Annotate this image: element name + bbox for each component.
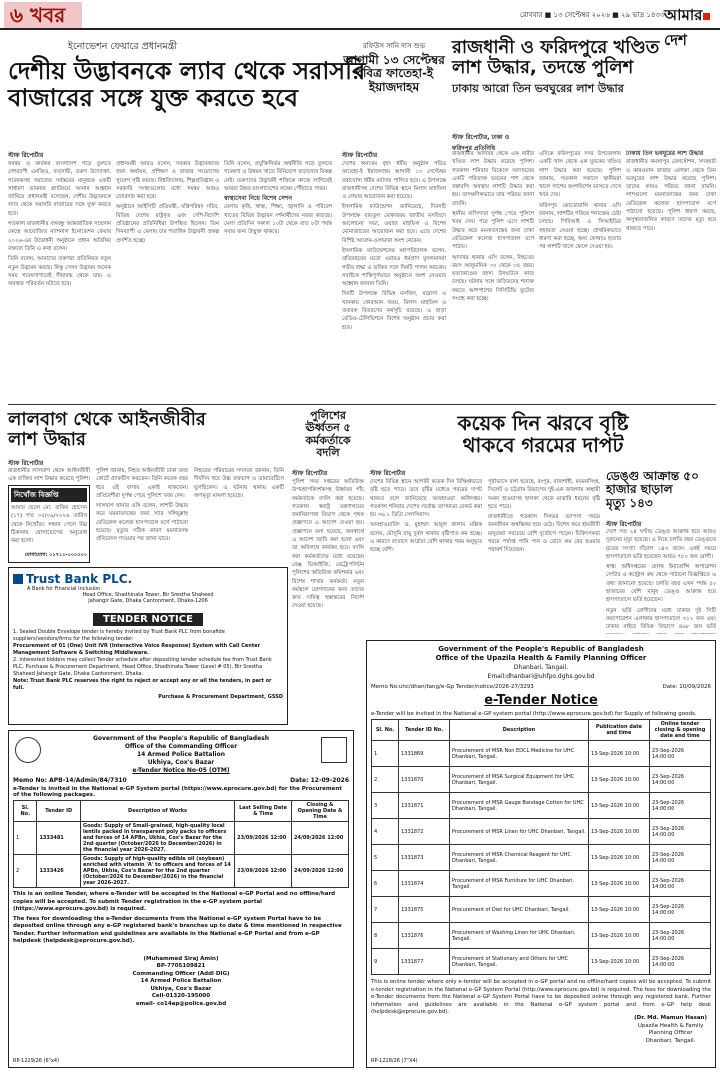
unit-name: 14 Armed Police Battalion xyxy=(136,751,225,758)
table-row: 6 1331874 Procurement of MSR Furniture for UHC Dhanbari, Tangail. 13-Sep-2026 10:00 23-Sep-2026 14:00:00 xyxy=(372,871,711,897)
story-body-col3: ঢাকায় তিন ভবঘুরের লাশ উদ্ধার রাজধানীর কমলাপুর রেলস্টেশন, সদরঘাট ও কারওয়ান বাজার এলাকা থেকে তিন ভবঘুরের লাশ উদ্ধার করেছে পুলিশ। তাদের কারও পরিচয় জানা যায়নি। লাশগুলো ময়নাতদন্তের জন্য ঢাকা মেডিকেল কলেজ হাসপাতাল মর্গে পাঠানো হয়েছে। পুলিশ ধারণা করছে, অসুস্থতাজনিত কারণে তাদের মৃত্যু হয়ে থাকতে পারে। xyxy=(626,150,716,232)
story-innovation xyxy=(8,40,366,112)
trust-bank-tender xyxy=(8,567,288,725)
tender-footer1: This is an online Tender, where e-Tender will be accepted in the National e-GP Portal and no offline/hard copies will be accepted. To submit Tender registration in the e-GP system portal (https://www.eprocure.gov.bd) is required. xyxy=(13,891,336,912)
tender-title: TENDER NOTICE xyxy=(93,613,203,626)
tender-table: Sl. No. Tender ID Description of Works Last Selling Date & Time Closing & Opening Date & Time 1 1333481 Goods: Supply of Small-grained, high-quality local lentils packed in transparent poly packs to officers and forces of 14 APBn, Ukhia, Cox's Bazar for the 2nd quarter (October/2026 to December/2026) in the financial year 2026-2027. 23/09/2026 12:00 24/09/2026 12:00 2 1333426 Goods: Supply of high-quality edible oil (soybean) enriched with vitamin 'A' to officers and forces of 14 APBn, Ukhia, Cox's Bazar for the 2nd quarter (October/2026 to December/2026) in the financial year 2026-2027. 23/09/2026 12:00 24/09/2026 12:00 xyxy=(13,800,349,888)
apbn-tender-notice xyxy=(8,730,354,1068)
table-row: 7 1331875 Procurement of Diet for UHC Dhanbari, Tangail. 13-Sep-2026 10:00 23-Sep-2026 14:00:00 xyxy=(372,897,711,923)
gov-name: Government of the People's Republic of Bangladesh xyxy=(438,645,644,653)
story-body: পুলিশ সদর দপ্তরের অতিরিক্ত উপমহাপরিদর্শকসহ ঊর্ধ্বতন পাঁচ কর্মকর্তাকে বদলি করা হয়েছে। গতকাল স্বরাষ্ট্র মন্ত্রণালয়ের জননিরাপত্তা বিভাগ থেকে পৃথক প্রজ্ঞাপনে এ আদেশ দেওয়া হয়। প্রজ্ঞাপনে বলা হয়েছে, জনস্বার্থে এ আদেশ জারি করা হলো এবং তা অবিলম্বে কার্যকর হবে। বদলি করা কর্মকর্তাদের মধ্যে রয়েছেন রেঞ্জ ডিআইজি, মেট্রোপলিটন পুলিশের অতিরিক্ত কমিশনার এবং বিশেষ শাখার কর্মকর্তা। নতুন কর্মস্থলে যোগদানের জন্য তাদের দ্রুত দায়িত্ব হস্তান্তরের নির্দেশ দেওয়া হয়েছে। xyxy=(292,479,364,610)
signature-block: (Dr. Md. Mamun Hasan) Upazila Health & Family Planning Officer Dhanbari, Tangail. xyxy=(634,1001,707,1045)
byline: স্টাফ রিপোর্টার xyxy=(8,460,44,467)
byline: স্টাফ রিপোর্টার xyxy=(606,521,642,528)
story-kicker: ইনোভেশন ফেয়ারে প্রধানমন্ত্রী xyxy=(68,41,178,52)
signature-block: (Muhammed Siraj Amin) BP-7705109821 Commanding Officer (Addl DIG) 14 Armed Police Battalion Ukhiya, Cox's Bazar Cell-01320-195000 email- co14ap@police.gov.bd xyxy=(132,955,230,1007)
tender-dept: Purchase & Procurement Department, GSSD xyxy=(158,694,283,700)
bank-address1: Head Office, Shadhinata Tower, Bir Srestha Shaheed xyxy=(82,592,214,598)
tender-body: 1. Sealed Double Envelope tender is hereby invited by Trust Bank PLC from bonafide suppliers/vendors/firms for the following tender: Procurement of 01 (One) Unit IVR (Interactive Voice Response) System with Call Center Management Software & Switching Middleware. 2. Interested bidders may collect Tender schedule after depositing tender schedule fee from Trust Bank PLC, Purchase & Procurement Department, Head Office, Shadhinata Tower (Level # 05), Bir Srestha Shaheed Jahangir Gate, Dhaka Cantonment, Dhaka. Note: Trust Bank PLC reserves the right to reject or accept any or all the tenders, in part or full. xyxy=(13,629,272,691)
byline: স্টাফ রিপোর্টার xyxy=(370,470,406,477)
memo-number: Memo No:uhc/dhan/tang/e-Gp Tender/notice/2026-27/3293 xyxy=(371,684,534,690)
story-body-col3: নিহতের পরিবারের সদস্যরা জানান, তিনি দীর্ঘদিন ধরে উচ্চ রক্তচাপ ও ডায়াবেটিসে ভুগছিলেন। এ ঘটনায় থানায় একটি অপমৃত্যু মামলা হয়েছে। xyxy=(194,468,284,499)
table-row: 1 1331869 Procurement of MSR Non EDCL Medicine for UHC Dhanbari, Tangail. 13-Sep-2026 10:00 23-Sep-2026 14:00:00 xyxy=(372,741,711,767)
story-body-col2: পূর্বাভাসে বলা হয়েছে, রংপুর, রাজশাহী, ময়মনসিংহ, সিলেট ও চট্টগ্রাম বিভাগের দুই-এক জায়গায় অস্থায়ী দমকা হাওয়াসহ হালকা থেকে মাঝারি ধরনের বৃষ্টি হতে পারে। রাজধানীতে গতকাল দিনভর ভ্যাপসা গরমে জনজীবন অস্বস্তিকর হয়ে ওঠে। বিশেষ করে শ্রমজীবী মানুষেরা সবচেয়ে বেশি দুর্ভোগে পড়েন। চিকিৎসকরা গরমে পর্যাপ্ত পানি পান ও রোদে কম বের হওয়ার পরামর্শ দিয়েছেন। xyxy=(488,479,600,554)
notice-number: e-Tender Notice No-05 (OTM) xyxy=(132,767,230,774)
table-row: 2 1333426 Goods: Supply of high-quality edible oil (soybean) enriched with vitamin 'A' to officers and forces of 14 APBn, Ukhia, Cox's Bazar for the 2nd quarter (October/2026 to December/2026) in the financial year 2026-2027. 23/09/2026 12:00 24/09/2026 12:00 xyxy=(14,855,349,888)
story-headline: রাজধানী ও ফরিদপুরে খণ্ডিত xyxy=(452,37,660,58)
story-fateha: রফিউস সানি দাস শুভ আগামী ১৩ সেপ্টেম্বর পবিত্র ফাতেহা-ই ইয়াজদাহম xyxy=(343,42,445,94)
table-row: 1 1333481 Goods: Supply of Small-grained, high-quality local lentils packed in transparent poly packs to officers and forces of 14 APBn, Ukhia, Cox's Bazar for the 2nd quarter (October/2026 to December/2026) in the financial year 2026-2027. 23/09/2026 12:00 24/09/2026 12:00 xyxy=(14,822,349,855)
place-name: Ukhiya, Cox's Bazar xyxy=(147,759,215,766)
table-row: 2 1331870 Procurement of MSR Surgical Equipment for UHC Dhanbari, Tangail. 13-Sep-2026 10:00 23-Sep-2026 14:00:00 xyxy=(372,767,711,793)
rp-code: RP-1229/26 (6"x4) xyxy=(13,1058,60,1064)
story-subhead: স্বাস্থ্যসেবা নিয়ে বিশেষ সেশন xyxy=(224,195,292,203)
story-body-col2: পুলিশ জানায়, নিহত আইনজীবী ঢাকা জজ কোর্টে প্র্যাকটিস করতেন। তিনি কয়েক বছর ধরে ওই বাসায় একাই থাকতেন। প্রতিবেশীরা দুর্গন্ধ পেয়ে পুলিশে খবর দেন। লালবাগ থানার ওসি বলেন, লাশটি উদ্ধার করে ময়নাতদন্তের জন্য স্যার সলিমুল্লাহ মেডিকেল কলেজ হাসপাতাল মর্গে পাঠানো হয়েছে। মৃত্যুর সঠিক কারণ ময়নাতদন্ত প্রতিবেদন পাওয়ার পর জানা যাবে। xyxy=(96,468,188,543)
signature-scribble-icon xyxy=(634,1001,707,1015)
story-body: দেশের অন্যতম বৃহৎ ধর্মীয় অনুষ্ঠান পবিত্র ফাতেহা-ই ইয়াজদাহম আগামী ১৩ সেপ্টেম্বর যথাযোগ্য ধর্মীয় মর্যাদায় পালিত হবে। এ উপলক্ষে রাজধানীসহ দেশের বিভিন্ন স্থানে মিলাদ মাহফিল ও দোয়ার আয়োজন করা হয়েছে। ইসলামিক ফাউন্ডেশন জানিয়েছে, দিবসটি উপলক্ষে বায়তুল মোকাররম জাতীয় মসজিদে আলোচনা সভা, ওয়াজ মাহফিল ও বিশেষ মোনাজাতের আয়োজন করা হবে। এতে দেশের বিশিষ্ট আলেম-ওলামারা অংশ নেবেন। ইসলামিক ফাউন্ডেশনের মহাপরিচালক বলেন, প্রতিবছরের মতো এবারও ধর্মপ্রাণ মুসলমানরা গভীর শ্রদ্ধা ও ভক্তির সঙ্গে দিনটি পালন করবেন। সবাইকে শান্তিপূর্ণভাবে অনুষ্ঠানে অংশ নেওয়ার আহ্বান জানান তিনি। দিনটি উপলক্ষে বিভিন্ন মসজিদ, মাদ্রাসা ও খানকায় কোরআন খতম, মিলাদ মাহফিল ও তবারক বিতরণের কর্মসূচি রয়েছে। এ ছাড়া রেডিও-টেলিভিশনে বিশেষ অনুষ্ঠান প্রচার করা হবে। xyxy=(342,161,446,331)
story-body-col1: রাজধানীর আদাবর থেকে এক নারীর খণ্ডিত লাশ উদ্ধার করেছে পুলিশ। গতকাল শনিবার বিকেলে আদাবরের একটি পরিত্যক্ত ভবনের পাশ থেকে বস্তাবন্দি অবস্থায় লাশটি উদ্ধার করা হয়। তাৎক্ষণিকভাবে তার পরিচয় জানা যায়নি। স্থানীয় বাসিন্দারা দুর্গন্ধ পেয়ে পুলিশে খবর দেন। পরে পুলিশ এসে লাশটি উদ্ধার করে ময়নাতদন্তের জন্য ঢাকা মেডিকেল কলেজ হাসপাতাল মর্গে পাঠায়। আদাবর থানার ওসি বলেন, নিহতের বয়স আনুমানিক ৩০ থেকে ৩৫ বছর। হত্যাকাণ্ডের রহস্য উদঘাটনে কাজ চলছে। ঘটনার সঙ্গে জড়িতদের শনাক্ত করতে আশপাশের সিসিটিভি ফুটেজ সংগ্রহ করা হচ্ছে। xyxy=(452,151,534,303)
story-subhead: ঢাকায় আরো তিন ভবঘুরের লাশ উদ্ধার xyxy=(452,82,624,96)
header-date: রোববার ■ ১৩ সেপ্টেম্বর ২০২৬ ■ ২৯ ভাদ্র ১৪৩৩ xyxy=(520,11,665,19)
notice-body: আমার ছেলে মো. রাকিব হোসেন (১৭) গত ০৫/০৯/২০২৬ তারিখ থেকে নিখোঁজ। সন্ধান পেলে নিম্ন ঠিকানায় যোগাযোগের অনুরোধ করা হলো। xyxy=(11,505,87,545)
gov-seal-icon xyxy=(15,737,41,763)
byline: স্টাফ রিপোর্টার xyxy=(8,152,44,159)
notice-date: Date: 10/09/2026 xyxy=(662,684,711,690)
bank-tagline: A Bank for Financial Inclusion xyxy=(27,586,101,592)
newspaper-logo: আমারদেশ xyxy=(664,4,720,54)
table-row: 9 1331877 Procurement of Stationary and Others for UHC Dhanbari, Tangail. 13-Sep-2026 10:00 23-Sep-2026 14:00:00 xyxy=(372,949,711,975)
story-body-parts: রাজধানী ও ফরিদপুরে খণ্ডিত লাশ উদ্ধার, তদন্তে পুলিশ ঢাকায় আরো তিন ভবঘুরের লাশ উদ্ধার xyxy=(452,38,716,99)
notice-date: Date: 12-09-2026 xyxy=(290,777,349,784)
tender-footer2: The fees for downloading the e-Tender documents from the National e-GP system Portal have to be deposited online through any e-GP registered bank's branches up to date & time mentioned in respective Tender. Further information and guidelines are available in the National e-GP Portal and from e-GP helpdesk (helpdesk@eprocure.gov.bd). xyxy=(13,915,342,944)
page-number-label: ৬ খবর xyxy=(4,2,82,28)
story-body-col1: দেশের বিভিন্ন স্থানে আগামী কয়েক দিন বিক্ষিপ্তভাবে বৃষ্টি হতে পারে। তবে বৃষ্টির মধ্যেও গরমের দাপট থাকবে বলে জানিয়েছে আবহাওয়া অধিদপ্তর। গতকাল শনিবার দেশের সর্বোচ্চ তাপমাত্রা রেকর্ড করা হয় ৩৬.২ ডিগ্রি সেলসিয়াস। আবহাওয়াবিদ ড. মুহাম্মদ আবুল কালাম মল্লিক বলেন, মৌসুমি বায়ু দুর্বল থাকায় বৃষ্টিপাত কম হচ্ছে। এ কারণে বাতাসে আর্দ্রতা বেশি থাকায় গরম অনুভূত হচ্ছে বেশি। xyxy=(370,479,482,554)
table-row: 3 1331871 Procurement of MSR Gauge Bandage Cotton for UHC Dhanbari, Tangail. 13-Sep-2026 10:00 23-Sep-2026 14:00:00 xyxy=(372,793,711,819)
table-row: 8 1331876 Procurement of Washing Linen for UHC Dhanbari, Tangail. 13-Sep-2026 10:00 23-Sep-2026 14:00:00 xyxy=(372,923,711,949)
story-headline: পুলিশের xyxy=(310,409,346,422)
missing-notice xyxy=(8,485,90,563)
tender-title: e-Tender Notice xyxy=(484,693,598,708)
tender-table: Sl. No. Tender ID No. Description Publication date and time Online tender closing & opening date and time 1 1331869 Procurement of MSR Non EDCL Medicine for UHC Dhanbari, Tangail. 13-Sep-2026 10:00 23-Sep-2026 14:00:00 2 1331870 Procurement of MSR Surgical Equipment for UHC Dhanbari, Tangail. 13-Sep-2026 10:00 23-Sep-2026 14:00:00 3 1331871 Procurement of MSR Gauge Bandage Cotton for UHC Dhanbari, Tangail. 13-Sep-2026 10:00 23-Sep-2026 14:00:00 4 1331872 Procurement of MSR Linen for UHC Dhanbari, Tangail. 13-Sep-2026 10:00 23-Sep-2026 14:00:00 5 1331873 Procurement of MSR Chemical Reagent for UHC Dhanbari, Tangail. 13-Sep-2026 10:00 23-Sep-2026 14:00:00 6 1331874 Procurement of MSR Furniture for UHC Dhanbari, Tangail. 13-Sep-2026 10:00 23-Sep-2026 14:00:00 7 1331875 Procurement of Diet for UHC Dhanbari, Tangail. 13-Sep-2026 10:00 23-Sep-2026 14:00:00 8 1331876 Procurement of Washing Linen for UHC Dhanbari, Tangail. 13-Sep-2026 10:00 23-Sep-2026 14:00:00 9 1331877 Procurement of Stationary and Others for UHC Dhanbari, Tangail. 13-Sep-2026 10:00 23-Sep-2026 14:00:00 xyxy=(371,719,711,975)
story-headline: লালবাগ থেকে আইনজীবীর xyxy=(8,409,206,430)
story-headline-line2: বাজারের সঙ্গে যুক্ত করতে হবে xyxy=(8,83,299,112)
story-subhead: ঢাকায় তিন ভবঘুরের লাশ উদ্ধার xyxy=(626,150,704,157)
divider xyxy=(8,404,716,405)
story-body-col2: প্রধানমন্ত্রী আরও বলেন, সরকার উদ্ভাবকদের জন্য অর্থায়ন, প্রশিক্ষণ ও বাজার সংযোগের সুযোগ সৃষ্টি করছে। বিশ্ববিদ্যালয়, শিল্পপ্রতিষ্ঠান ও সরকারি সংস্থাগুলোর মধ্যে সমন্বয় আরও জোরদার করা হবে। অনুষ্ঠানে আইসিটি প্রতিমন্ত্রী, মন্ত্রিপরিষদ সচিব, বিভিন্ন দেশের রাষ্ট্রদূত এবং দেশি-বিদেশি প্রতিষ্ঠানের প্রতিনিধিরা উপস্থিত ছিলেন। তিন দিনব্যাপী এ মেলায় চার শতাধিক উদ্ভাবনী প্রকল্প প্রদর্শিত হচ্ছে। xyxy=(116,161,219,244)
tender-footer: This is online tender where only e-tender will be accepted in e-GP portal and no offline/hard copies will be accepted. To submit e-tender registration in the National e-GP System Portal (http://www.eprocure.gov.bd) is required. The fees for downloading the e-Tender documents from the National e-GP System Portal have to be deposited online through any registered bank. Further information and guidelines are available in the National e-GP system portal and from e-GP help desk (helpdesk@eprocure.gov.bd). xyxy=(371,979,711,1015)
story-headline: দেশীয় উদ্ভাবনকে ল্যাব থেকে সরাসরি xyxy=(8,57,366,85)
story-police: পুলিশের ঊর্ধ্বতন ৫ কর্মকর্তাকে বদলি xyxy=(292,410,364,459)
story-headline: ডেঙ্গু আক্রান্ত ৫০ xyxy=(606,469,699,483)
place-name: Dhanbari, Tangail. xyxy=(513,664,569,671)
gov-name: Government of the People's Republic of Bangladesh xyxy=(92,735,270,742)
logo-dot-icon xyxy=(703,13,710,20)
rp-code: RP-1228/26 (7"X4) xyxy=(371,1058,418,1064)
tender-intro: e-Tender is invited in the National e-GP System portal (https://www.eprocure.gov.bd) for the Procurement of the following packages. xyxy=(13,786,342,798)
uhc-tender-notice xyxy=(366,640,716,1068)
table-row: 4 1331872 Procurement of MSR Linen for UHC Dhanbari, Tangail. 13-Sep-2026 10:00 23-Sep-2026 14:00:00 xyxy=(372,819,711,845)
tender-intro: e-Tender will be invited in the National e-GP system portal (http://www.eprocure.gov.bd) for Supply of following goods. xyxy=(371,711,697,717)
office-name: Office of the Commanding Officer xyxy=(124,743,238,750)
bank-name: Trust Bank PLC. xyxy=(13,572,283,586)
story-body: দেশে গত ২৪ ঘণ্টায় ডেঙ্গু আক্রান্ত হয়ে আরও দুজনের মৃত্যু হয়েছে। এ নিয়ে চলতি বছর ডেঙ্গুতে মৃতের সংখ্যা দাঁড়াল ১৪৩ জনে। একই সময়ে হাসপাতালে ভর্তি হয়েছেন আরও ৭৮০ জন রোগী। স্বাস্থ্য অধিদপ্তরের হেলথ ইমার্জেন্সি অপারেশন সেন্টার ও কন্ট্রোল রুম থেকে পাঠানো বিজ্ঞপ্তিতে এ তথ্য জানানো হয়েছে। চলতি বছর এখন পর্যন্ত ৫০ হাজারের বেশি মানুষ ডেঙ্গু আক্রান্ত হয়ে হাসপাতালে ভর্তি হয়েছেন। নতুন ভর্তি রোগীদের মধ্যে ঢাকার দুই সিটি করপোরেশন এলাকার হাসপাতালে ৩১২ জন এবং ঢাকার বাইরে বিভিন্ন বিভাগে ৪৬৮ জন ভর্তি xyxy=(606,529,716,631)
byline: স্টাফ রিপোর্টার, ঢাকা ও ফরিদপুর প্রতিনিধি xyxy=(452,134,510,152)
story-body-col3: তিনি বলেন, প্রযুক্তিনির্ভর অর্থনীতি গড়ে তুলতে গবেষণা ও উন্নয়ন খাতে বিনিয়োগ বাড়ানোর বিকল্প নেই। তরুণদের উদ্ভাবনী শক্তিকে কাজে লাগিয়েই আমরা উন্নত বাংলাদেশের লক্ষ্যে পৌঁছাতে পারব। স্বাস্থ্যসেবা নিয়ে বিশেষ সেশন মেলায় কৃষি, স্বাস্থ্য, শিক্ষা, জ্বালানি ও পরিবেশ খাতের বিভিন্ন উদ্ভাবন দর্শনার্থীদের নজর কাড়ছে। মেলা প্রতিদিন সকাল ১০টা থেকে রাত ৮টা পর্যন্ত সবার জন্য উন্মুক্ত থাকবে। xyxy=(224,161,332,236)
police-emblem-icon xyxy=(321,737,347,763)
office-name: Office of the Upazila Health & Family Planning Officer xyxy=(435,654,647,662)
story-body-col1: সমন্বয় ও কার্যকর বাংলাদেশ গড়ে তুলতে দেশব্যাপী এনজিও, ব্যবসায়ী, তরুণ উদ্যোক্তা, গবেষকসহ সমাজের সর্বস্তরের মানুষকে একটি সাধারণ ভাবনার প্ল্যাটফর্মে আনার আহ্বান জানিয়ে প্রধানমন্ত্রী বলেছেন, দেশীয় উদ্ভাবনকে ল্যাব থেকে সরাসরি বাজারের সঙ্গে যুক্ত করতে হবে। গতকাল রাজধানীর বঙ্গবন্ধু আন্তর্জাতিক সম্মেলন কেন্দ্রে আয়োজিত ন্যাশনাল ইনোভেশন ফেয়ার ২০২৬-এর উদ্বোধনী অনুষ্ঠানে প্রধান অতিথির বক্তব্যে তিনি এ কথা বলেন। তিনি বলেন, আমাদের তরুণরা প্রতিনিয়ত নতুন নতুন উদ্ভাবন করছে। কিন্তু সেসব উদ্ভাবন অনেক সময় গবেষণাগারেই সীমাবদ্ধ থেকে যায়। এ অবস্থার পরিবর্তন ঘটাতে হবে। xyxy=(8,161,111,288)
story-body-col2: এদিকে ফরিদপুরের সদর উপজেলায় একটি খাল থেকে এক যুবকের খণ্ডিত লাশ উদ্ধার করা হয়েছে। পুলিশ জানায়, গতকাল সকালে স্থানীয়রা খালে লাশের অংশবিশেষ ভাসতে দেখে খবর দেয়। ফরিদপুর কোতোয়ালি থানার ওসি জানান, লাশটির পরিচয় শনাক্তের চেষ্টা চলছে। পিবিআই ও সিআইডির সহায়তা নেওয়া হচ্ছে। প্রাথমিকভাবে ধারণা করা হচ্ছে, অন্য কোথাও হত্যার পর লাশটি খালে ফেলে দেওয়া হয়। xyxy=(539,151,621,251)
bank-logo-icon xyxy=(13,574,23,584)
story-headline: আগামী ১৩ সেপ্টেম্বর xyxy=(343,53,445,67)
story-dengue: ডেঙ্গু আক্রান্ত ৫০ হাজার ছাড়াল মৃত্যু ১৪৩ xyxy=(606,470,716,510)
story-headline: কয়েক দিন ঝরবে বৃষ্টি xyxy=(457,411,629,435)
story-kicker: রফিউস সানি দাস শুভ xyxy=(362,42,426,50)
story-weather: কয়েক দিন ঝরবে বৃষ্টি থাকবে গরমের দাপট xyxy=(370,412,716,457)
byline: স্টাফ রিপোর্টার xyxy=(292,470,328,477)
story-body-lead: রাজধানীর লালবাগ থেকে আইনজীবী এক ব্যক্তির লাশ উদ্ধার করেছে পুলিশ। xyxy=(8,468,90,483)
office-email: Email:dhanbari@uhfpo.dghs.gov.bd xyxy=(487,673,595,680)
bank-address2: Jahangir Gate, Dhaka Cantonment, Dhaka-1206 xyxy=(88,598,208,604)
story-lawyer: লালবাগ থেকে আইনজীবীর লাশ উদ্ধার xyxy=(8,409,206,451)
notice-contact: যোগাযোগ: ০১৭১১-০০০০০০ xyxy=(24,552,87,558)
memo-number: Memo No: APB-14/Admin/84/7310 xyxy=(13,777,127,784)
byline: স্টাফ রিপোর্টার xyxy=(342,152,378,159)
table-row: 5 1331873 Procurement of MSR Chemical Reagent for UHC Dhanbari, Tangail. 13-Sep-2026 10:00 23-Sep-2026 14:00:00 xyxy=(372,845,711,871)
notice-title: নিখোঁজ বিজ্ঞপ্তি xyxy=(11,488,87,502)
